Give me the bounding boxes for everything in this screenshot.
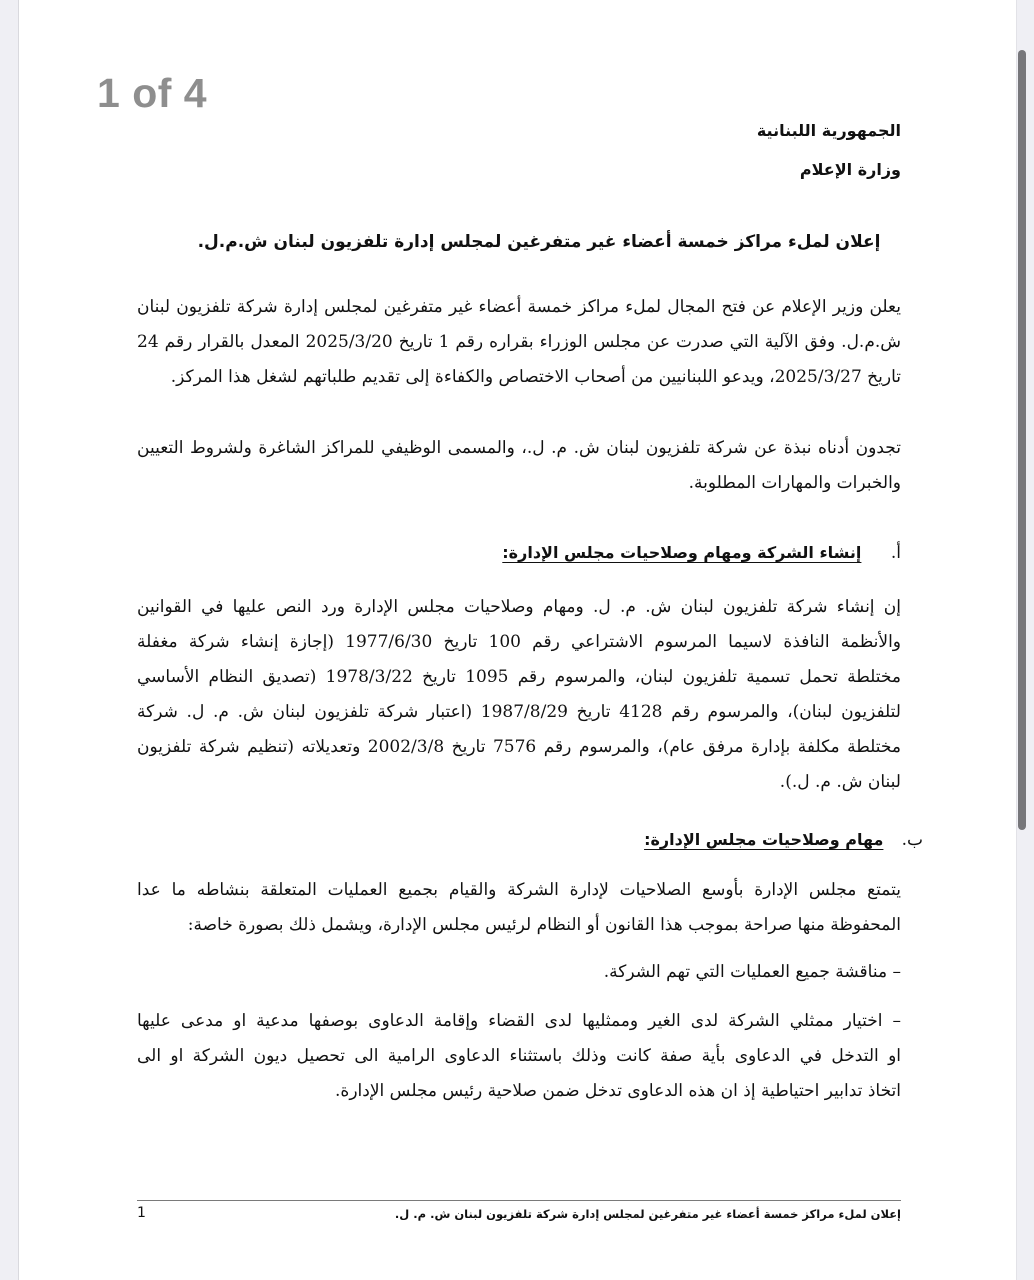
- paragraph-line: والخبرات والمهارات المطلوبة.: [688, 473, 901, 493]
- section-b-heading: [644, 830, 923, 850]
- paragraph-line: مختلطة تحمل تسمية تلفزيون لبنان، والمرسوم رقم 1095 تاريخ 1978/3/22 (تصديق النظام الأساسي: [137, 667, 901, 687]
- bullet-line: او التدخل في الدعاوى بأية صفة كانت وذلك باستثناء الدعاوى الرامية الى تحصيل ديون الشركة او الى: [137, 1046, 901, 1066]
- paragraph-line: يعلن وزير الإعلام عن فتح المجال لملء مراكز خمسة أعضاء غير متفرغين لمجلس إدارة شركة تلفزيون لبنان: [137, 297, 901, 317]
- section-a-marker: أ.: [890, 543, 901, 563]
- paragraph-line: المحفوظة منها صراحة بموجب هذا القانون أو النظام لرئيس مجلس الإدارة، ويشمل ذلك بصورة خاصة:: [187, 915, 901, 935]
- paragraph-line: لبنان ش. م. ل.).: [779, 772, 901, 792]
- paragraph-line: تاريخ 2025/3/27، ويدعو اللبنانيين من أصحاب الاختصاص والكفاءة إلى تقديم طلباتهم لشغل هذا المركز.: [170, 367, 901, 387]
- page-indicator: 1 of 4: [97, 70, 208, 116]
- scrollbar-thumb[interactable]: [1018, 50, 1026, 830]
- paragraph-line: إن إنشاء شركة تلفزيون لبنان ش. م. ل. ومهام وصلاحيات مجلس الإدارة ورد النص عليها في القوانين: [137, 597, 901, 617]
- bullet-item: [137, 1004, 901, 1109]
- header-ministry: وزارة الإعلام: [799, 160, 901, 179]
- bullet-item: [137, 955, 901, 990]
- section-a-heading: [502, 543, 901, 563]
- bullet-line: – اختيار ممثلي الشركة لدى الغير وممثليها لدى القضاء وإقامة الدعاوى بوصفها مدعية او مدعى عليها: [137, 1011, 901, 1031]
- bullet-line: اتخاذ تدابير احتياطية إذ ان هذه الدعاوى تدخل ضمن صلاحية رئيس مجلس الإدارة.: [335, 1081, 901, 1101]
- paragraph-line: يتمتع مجلس الإدارة بأوسع الصلاحيات لإدارة الشركة والقيام بجميع العمليات المتعلقة بنشاطه ما عدا: [137, 880, 901, 900]
- announcement-title: إعلان لملء مراكز خمسة أعضاء غير متفرغين لمجلس إدارة تلفزيون لبنان ش.م.ل.: [197, 232, 881, 252]
- second-paragraph: [137, 431, 901, 501]
- paragraph-line: والأنظمة النافذة لاسيما المرسوم الاشتراعي رقم 100 تاريخ 1977/6/30 (إجازة إنشاء شركة مغفلة: [137, 632, 902, 652]
- section-a-title: إنشاء الشركة ومهام وصلاحيات مجلس الإدارة:: [502, 543, 862, 562]
- footer-title: إعلان لملء مراكز خمسة أعضاء غير متفرغين لمجلس إدارة شركة تلفزيون لبنان ش. م. ل.: [394, 1207, 901, 1221]
- bullet-line: – مناقشة جميع العمليات التي تهم الشركة.: [603, 962, 901, 982]
- paragraph-line: مختلطة مكلفة بإدارة مرفق عام)، والمرسوم رقم 7576 تاريخ 2002/3/8 وتعديلاته (تنظيم شركة تلفزيون: [137, 737, 901, 757]
- section-b-marker: ب.: [901, 830, 923, 850]
- section-b-paragraph: [137, 873, 901, 943]
- footer-divider: [137, 1200, 901, 1201]
- paragraph-line: ش.م.ل. وفق الآلية التي صدرت عن مجلس الوزراء بقراره رقم 1 تاريخ 2025/3/20 المعدل بالقرار رقم 24: [137, 332, 902, 352]
- paragraph-line: لتلفزيون لبنان)، والمرسوم رقم 4128 تاريخ 1987/8/29 (اعتبار شركة تلفزيون لبنان ش. م. ل. شركة: [137, 702, 901, 722]
- footer-page-number: 1: [137, 1205, 146, 1221]
- intro-paragraph: [137, 290, 901, 395]
- paragraph-line: تجدون أدناه نبذة عن شركة تلفزيون لبنان ش. م. ل.، والمسمى الوظيفي للمراكز الشاغرة ولشروط التعيين: [137, 438, 901, 458]
- section-b-title: مهام وصلاحيات مجلس الإدارة:: [644, 830, 884, 849]
- section-a-paragraph: [137, 590, 901, 800]
- header-country: الجمهورية اللبنانية: [756, 121, 901, 140]
